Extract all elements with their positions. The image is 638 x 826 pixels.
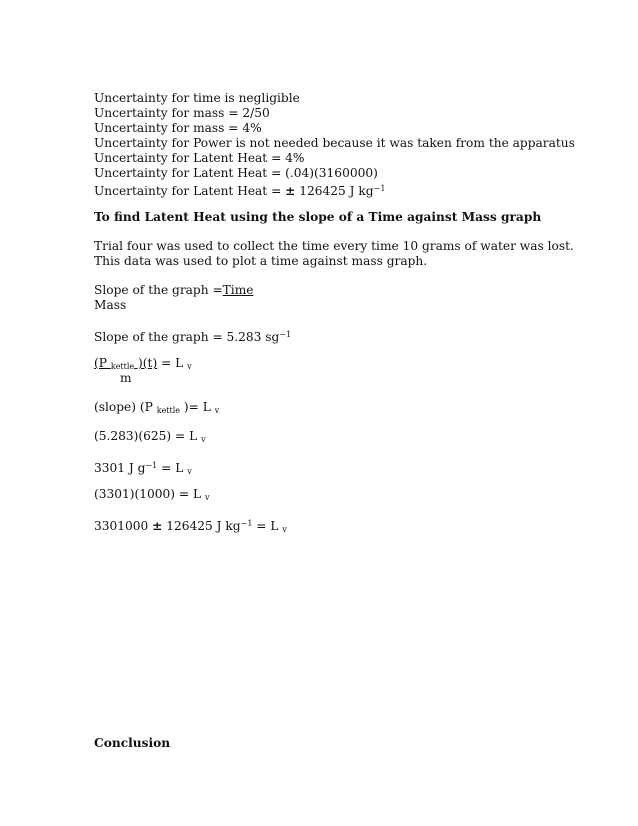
plus-minus-symbol: ± — [152, 519, 163, 533]
formula6-b: 126425 J kg — [162, 519, 241, 533]
formula6-a: 3301000 — [94, 519, 153, 533]
lv-subscript: v — [214, 406, 220, 415]
formula2-b: )= L — [180, 400, 215, 414]
lv-subscript: v — [201, 435, 206, 444]
formula-open: (P — [94, 356, 111, 370]
slope-value-exponent: −1 — [279, 330, 292, 339]
slope-value-text: Slope of the graph = 5.283 sg — [94, 330, 280, 344]
paragraph-line-1: Trial four was used to collect the time every time 10 grams of water was lost. — [94, 239, 574, 253]
conclusion-heading: Conclusion — [94, 736, 171, 750]
formula-denominator: m — [120, 371, 132, 385]
formula-result-per-gram-line — [94, 458, 192, 479]
formula6-exponent: −1 — [240, 519, 253, 528]
slope-numerator: Time — [222, 283, 254, 297]
paragraph-line-2: This data was used to plot a time against mass graph. — [94, 254, 428, 268]
uncertainty-line-mass-fraction: Uncertainty for mass = 2/50 — [94, 106, 270, 120]
formula-latent-heat-line — [94, 356, 192, 374]
uncertainty-final-prefix: Uncertainty for Latent Heat = — [94, 184, 286, 198]
lv-subscript: v — [204, 493, 210, 502]
slope-definition-prefix: Slope of the graph = — [94, 283, 223, 297]
slope-definition-line — [94, 283, 253, 298]
uncertainty-line-mass-percent: Uncertainty for mass = 4% — [94, 121, 262, 135]
uncertainty-line-latent-percent: Uncertainty for Latent Heat = 4% — [94, 151, 305, 165]
formula-slope-power-line — [94, 400, 219, 418]
slope-value-line — [94, 327, 291, 345]
formula-substitution-line — [94, 429, 206, 447]
slope-denominator: Mass — [94, 298, 127, 312]
formula-conversion-line — [94, 487, 210, 505]
uncertainty-final-value: 126425 J kg — [295, 184, 374, 198]
formula2-a: (slope) (P — [94, 400, 157, 414]
lv-subscript: v — [282, 525, 287, 534]
lv-subscript: v — [187, 467, 192, 476]
lv-subscript: v — [187, 362, 192, 371]
formula4-a: 3301 J g — [94, 461, 146, 475]
formula6-c: = L — [252, 519, 283, 533]
uncertainty-line-time: Uncertainty for time is negligible — [94, 91, 300, 105]
uncertainty-line-latent-final — [94, 181, 385, 199]
section-heading: To find Latent Heat using the slope of a Time against Mass graph — [94, 210, 542, 224]
kettle-subscript: kettle — [110, 362, 135, 371]
formula4-b: = L — [157, 461, 188, 475]
uncertainty-line-power: Uncertainty for Power is not needed because it was taken from the apparatus — [94, 136, 575, 150]
plus-minus-symbol: ± — [285, 184, 296, 198]
formula-final-result-line — [94, 516, 287, 537]
formula3-a: (5.283)(625) = L — [94, 429, 202, 443]
formula-numerator — [94, 356, 157, 370]
uncertainty-line-latent-product: Uncertainty for Latent Heat = (.04)(3160000) — [94, 166, 378, 180]
formula-mid: )(t) — [134, 356, 158, 370]
formula4-exponent: −1 — [145, 461, 158, 470]
formula5-a: (3301)(1000) = L — [94, 487, 205, 501]
formula-tail: = L — [157, 356, 188, 370]
kettle-subscript: kettle — [156, 406, 181, 415]
unit-exponent: −1 — [373, 184, 386, 193]
